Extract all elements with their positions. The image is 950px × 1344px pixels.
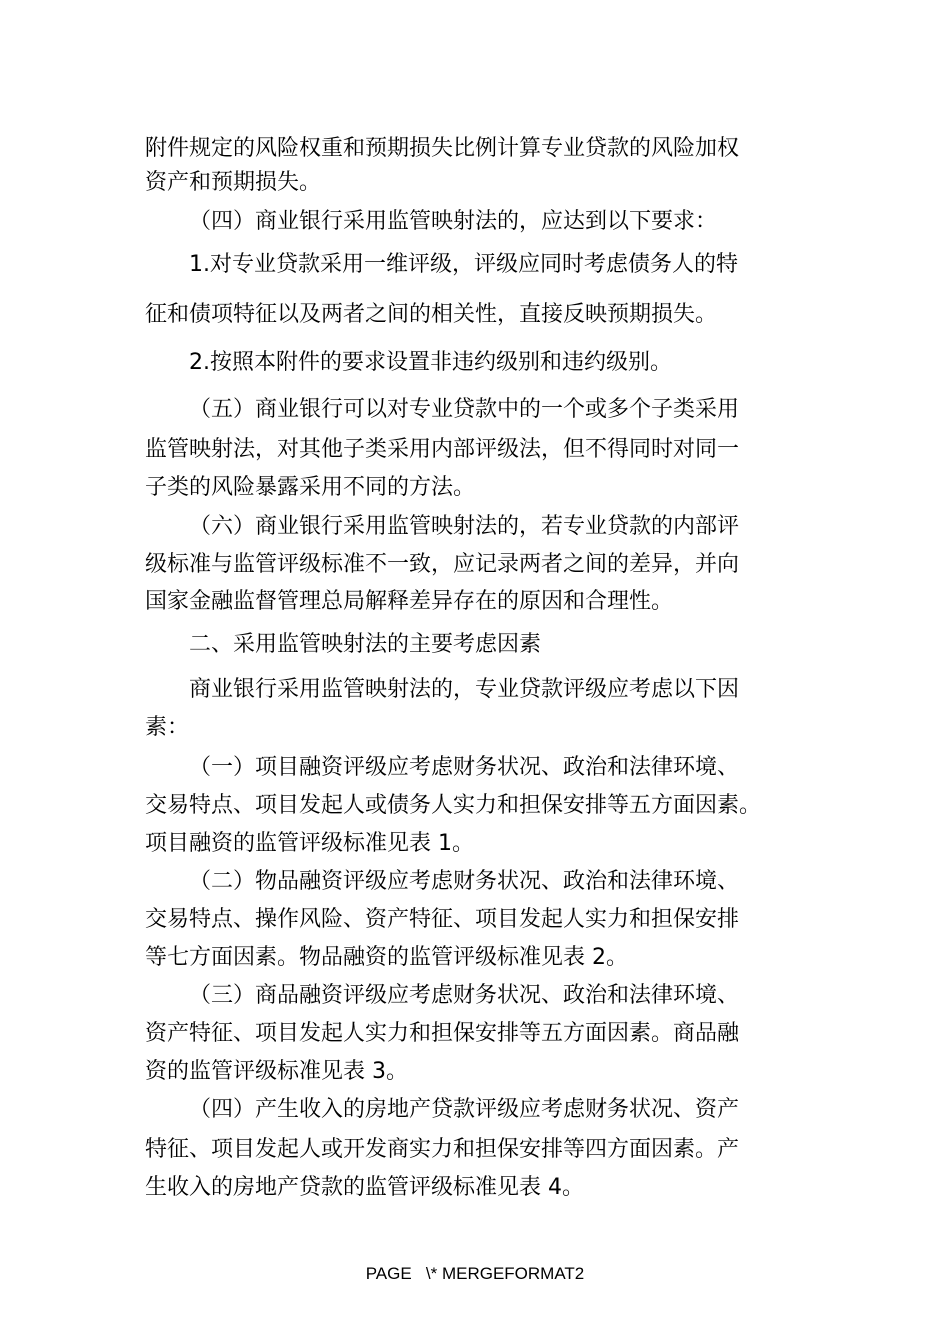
body-line: （六）商业银行采用监管映射法的，若专业贷款的内部评 [189, 514, 740, 539]
body-line: 等七方面因素。物品融资的监管评级标准见表 2。 [145, 945, 628, 970]
body-line: 征和债项特征以及两者之间的相关性，直接反映预期损失。 [145, 302, 718, 327]
body-line: （一）项目融资评级应考虑财务状况、政治和法律环境、 [189, 755, 740, 780]
body-line: 1.对专业贷款采用一维评级，评级应同时考虑债务人的特 [189, 252, 738, 277]
body-line: 素： [145, 715, 190, 740]
body-line: （五）商业银行可以对专业贷款中的一个或多个子类采用 [189, 397, 740, 422]
body-line: 资的监管评级标准见表 3。 [145, 1059, 408, 1084]
body-line: 特征、项目发起人或开发商实力和担保安排等四方面因素。产 [145, 1137, 740, 1162]
body-line: 国家金融监督管理总局解释差异存在的原因和合理性。 [145, 589, 674, 614]
body-line: 交易特点、操作风险、资产特征、项目发起人实力和担保安排 [145, 907, 740, 932]
body-line: （二）物品融资评级应考虑财务状况、政治和法律环境、 [189, 869, 740, 894]
page-footer: PAGE \* MERGEFORMAT2 [365, 1264, 585, 1283]
body-line: 资产和预期损失。 [145, 170, 322, 195]
body-line: 监管映射法，对其他子类采用内部评级法，但不得同时对同一 [145, 437, 740, 462]
body-line: （三）商品融资评级应考虑财务状况、政治和法律环境、 [189, 983, 740, 1008]
body-line: （四）产生收入的房地产贷款评级应考虑财务状况、资产 [189, 1097, 740, 1122]
body-line: 资产特征、项目发起人实力和担保安排等五方面因素。商品融 [145, 1021, 740, 1046]
body-line: （四）商业银行采用监管映射法的，应达到以下要求： [189, 209, 718, 234]
body-line: 交易特点、项目发起人或债务人实力和担保安排等五方面因素。 [145, 793, 762, 818]
body-line: 项目融资的监管评级标准见表 1。 [145, 831, 474, 856]
body-line: 商业银行采用监管映射法的，专业贷款评级应考虑以下因 [189, 677, 740, 702]
body-line: 生收入的房地产贷款的监管评级标准见表 4。 [145, 1175, 584, 1200]
body-line: 附件规定的风险权重和预期损失比例计算专业贷款的风险加权 [145, 136, 740, 161]
section-heading: 二、采用监管映射法的主要考虑因素 [189, 632, 542, 657]
body-line: 级标准与监管评级标准不一致，应记录两者之间的差异，并向 [145, 552, 740, 577]
body-line: 2.按照本附件的要求设置非违约级别和违约级别。 [189, 350, 672, 375]
body-line: 子类的风险暴露采用不同的方法。 [145, 475, 476, 500]
